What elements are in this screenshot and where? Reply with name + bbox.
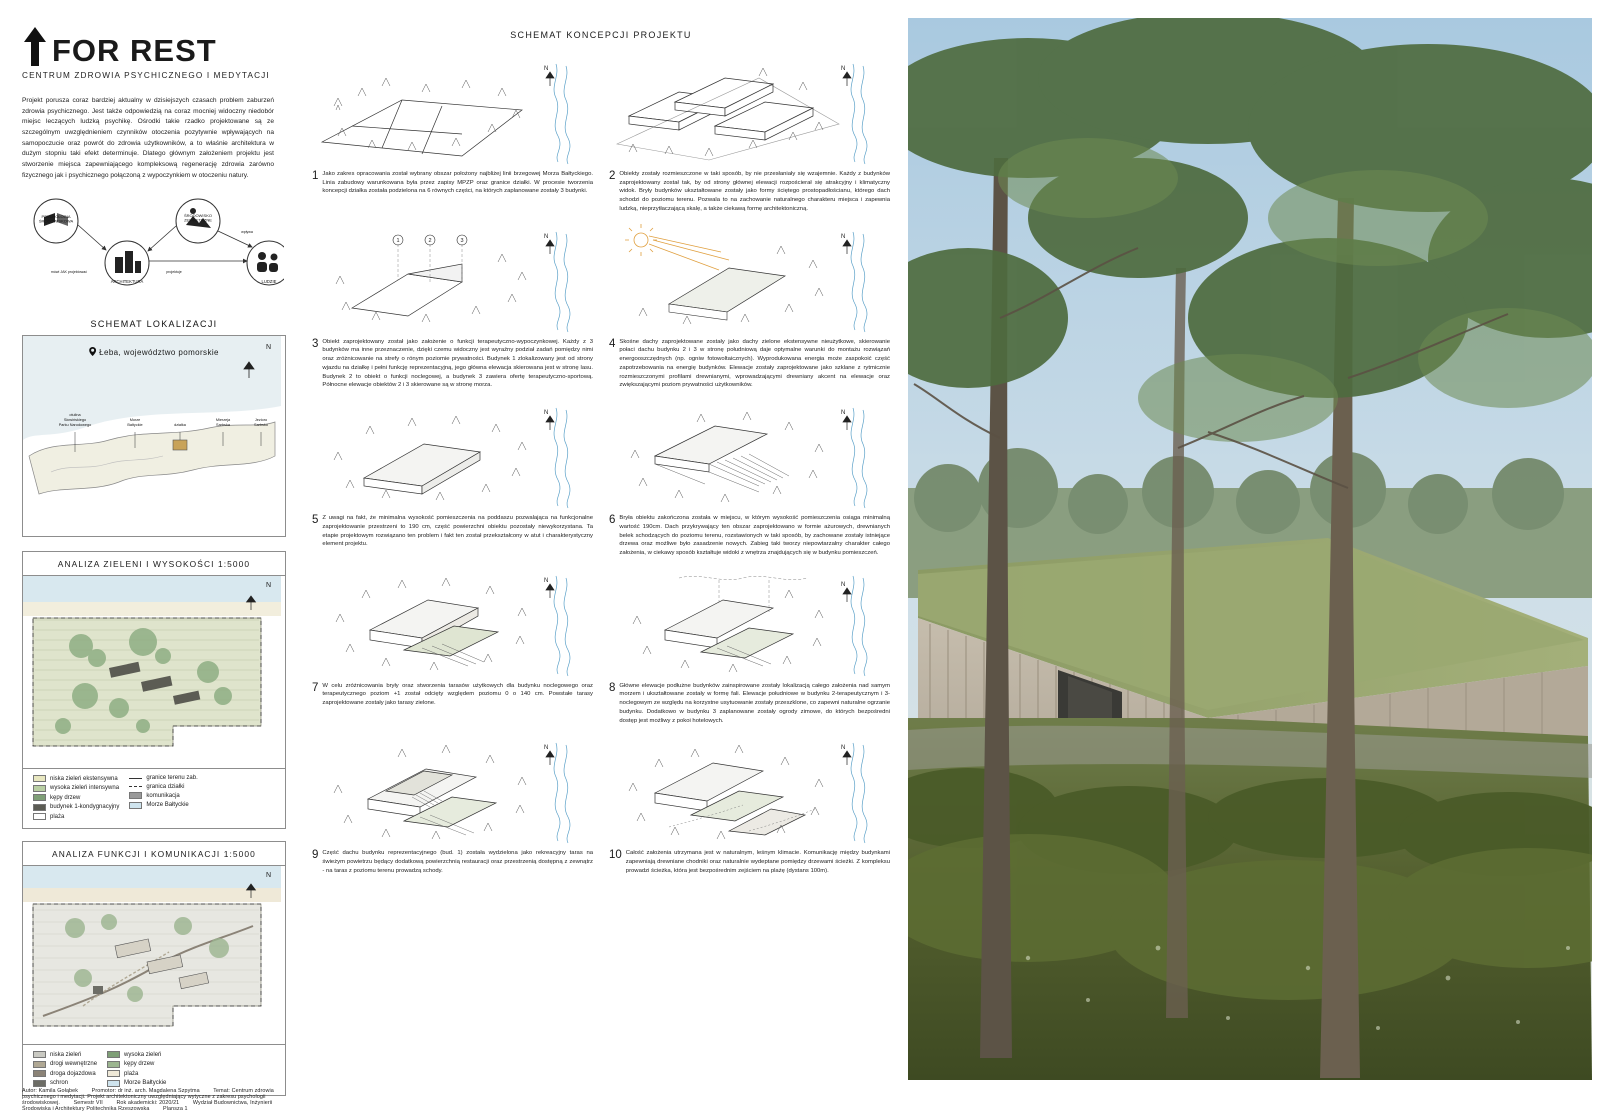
arrow-tree-icon <box>22 26 48 66</box>
functions-title: ANALIZA FUNKCJI I KOMUNIKACJI 1:5000 <box>23 842 285 866</box>
legend-item <box>33 1061 97 1068</box>
legend-item <box>33 1070 97 1077</box>
step-text: Jako zakres opracowania został wybrany obszar położony najbliżej linii brzegowej Morza Bałtyckiego. Linia zabudowy warunkowana była przez zapisy MPZP oraz granice działki. W procesie tworzenia koncepcji działka została podzielona na 6 równych części, na których zaplanowane zostały 3 budynki. <box>322 171 593 195</box>
svg-text:Sarbska: Sarbska <box>216 423 230 428</box>
visualization-render <box>908 18 1592 1080</box>
svg-text:ARCHITEKTURA: ARCHITEKTURA <box>110 279 144 285</box>
svg-text:N: N <box>841 66 846 72</box>
svg-text:2: 2 <box>428 237 432 244</box>
step-number: 5 <box>312 514 319 527</box>
legend-label: budynek 1-kondygnacyjny <box>50 804 120 811</box>
legend-item <box>33 775 119 782</box>
legend-item <box>33 1080 97 1087</box>
step-diagram-7 <box>312 568 593 680</box>
legend-label: drogi wewnętrzne <box>50 1061 98 1068</box>
svg-text:Słowińskiego: Słowińskiego <box>63 418 87 423</box>
legend-item <box>107 1051 166 1058</box>
step-number: 6 <box>609 514 616 527</box>
legend-item <box>129 784 197 790</box>
step-text: Obiekt zaprojektowany został jako założenie o funkcji terapeutyczno-wypoczynkowej. Każdy z 3 budynków ma inne przeznaczenie, dzięki czemu widoczny jest wyraźny podział zadań pomiędzy nimi oraz zróżnicowanie na strefy o rónym poziomie prywatności. Budynek 1 zlokalizowany jest od strony wjazdu na działkę i pełni funkcję reprezentacyjną, jego główna elewacja skierowana jest w stronę lasu. Budynek 2 to obiekt o funkcji noclegowej, a budynek 3 zawiera ofertę terapeutyczno-sportową. Północne elewacje obiektów 2 i 3 skierowane są w stronę morza. <box>322 338 593 389</box>
legend-label: schron <box>50 1080 69 1087</box>
scheme-step <box>312 400 593 558</box>
svg-text:działka: działka <box>174 423 186 428</box>
step-number: 7 <box>312 681 319 694</box>
step-text: Obiekty zostały rozmieszczone w taki sposób, by nie przesłaniały się wzajemnie. Każdy z budynków zaprojektowany został tak, by od strony głównej elewacji rozpościerał się atrakcyjny i klimatyczny widok. Bryły budynków ukształtowane zostały jako formy ściętego prostopadłościanu, którego dach schodzi do poziomu terenu. Pozwala to na zachowanie naturalnego charakteru miejsca i zapewnia ludzką, nieprzytłaczającą skalę, a także ciekawą formę architektoniczną. <box>619 171 890 212</box>
legend-swatch <box>33 1051 46 1058</box>
intro-paragraph: Projekt porusza coraz bardziej aktualny w dzisiejszych czasach problem zaburzeń zdrowia psychicznego. Jest także odpowiedzią na coraz mocniej widoczny niedobór miejsc leczących ludzką psychikę. Ośrodki takie rzadko projektowane są ze szczególnym uwzględnieniem czynników otoczenia pozytywnie wpływających na samopoczucie oraz powrót do zdrowia użytkowników, a to właśnie architektura w dużym stopniu taki efekt determinuje. Dlatego głównym założeniem projektu jest stworzenie miejsca zapewniającego kompleksową regenerację zdrowia zarówno fizycznego jak i psychicznego połączoną z wypoczynkiem w otoczeniu natury. <box>22 97 274 179</box>
step-number: 1 <box>312 170 319 182</box>
functions-legend-left <box>33 1051 97 1087</box>
legend-label: droga dojazdowa <box>50 1070 96 1077</box>
legend-label: Morze Bałtyckie <box>124 1080 167 1087</box>
map-pin-icon <box>89 347 96 356</box>
location-place-text: Łeba, województwo pomorskie <box>99 348 219 358</box>
legend-item <box>107 1080 166 1087</box>
svg-text:Morze: Morze <box>129 418 141 423</box>
step-number: 10 <box>609 849 622 862</box>
legend-swatch <box>107 1061 120 1068</box>
scheme-step <box>609 224 890 390</box>
svg-text:N: N <box>841 745 846 752</box>
legend-label: komunikacja <box>146 792 180 799</box>
scheme-step <box>609 56 890 214</box>
legend-swatch <box>33 785 46 792</box>
svg-text:Mierzeja: Mierzeja <box>215 418 231 423</box>
svg-text:PSYCHOLOGIA: PSYCHOLOGIA <box>41 214 71 220</box>
svg-text:N: N <box>544 745 549 752</box>
svg-text:Jezioro: Jezioro <box>254 418 268 423</box>
legend-swatch <box>129 778 142 779</box>
right-column <box>900 0 1600 1120</box>
legend-swatch <box>33 775 46 782</box>
scheme-steps <box>312 56 890 876</box>
svg-text:mówi JAK projektować: mówi JAK projektować <box>50 270 88 275</box>
footer <box>22 1088 300 1112</box>
svg-text:Sarbsko: Sarbsko <box>254 423 268 428</box>
center-column <box>300 0 900 1120</box>
step-diagram-9 <box>312 735 593 847</box>
brand-title: FOR REST <box>52 33 217 69</box>
svg-text:wpływa: wpływa <box>241 230 253 235</box>
step-number: 3 <box>312 337 319 350</box>
step-number: 4 <box>609 337 616 350</box>
legend-swatch <box>33 1080 46 1087</box>
legend-swatch <box>33 813 46 820</box>
legend-swatch <box>129 786 142 787</box>
location-panel <box>22 335 286 537</box>
greenery-legend-right <box>129 775 197 820</box>
legend-item <box>33 804 119 811</box>
legend-swatch <box>129 802 142 809</box>
svg-text:N: N <box>841 233 846 240</box>
scheme-step <box>312 735 593 875</box>
legend-swatch <box>33 794 46 801</box>
step-diagram-1 <box>312 56 593 168</box>
north-label-functions: N <box>265 872 271 880</box>
location-title: SCHEMAT LOKALIZACJI <box>90 319 218 330</box>
greenery-map <box>23 576 285 768</box>
location-map <box>23 336 285 536</box>
svg-text:N: N <box>544 233 549 240</box>
greenery-legend-left <box>33 775 119 820</box>
svg-text:ŚRODOWISKOWA: ŚRODOWISKOWA <box>38 218 74 224</box>
footer-semester: Semestr VII <box>73 1100 103 1106</box>
svg-text:N: N <box>544 410 549 417</box>
legend-item <box>107 1070 166 1077</box>
step-diagram-5 <box>312 400 593 512</box>
greenery-title: ANALIZA ZIELENI I WYSOKOŚCI 1:5000 <box>23 552 285 576</box>
svg-text:ŚRODOWISKO: ŚRODOWISKO <box>183 213 213 219</box>
legend-label: plaża <box>50 813 65 820</box>
brand-logo <box>22 26 286 69</box>
functions-map <box>23 866 285 1044</box>
legend-swatch <box>107 1070 120 1077</box>
concept-diagram <box>22 195 284 305</box>
legend-label: wysoka zieleń intensywna <box>50 785 120 792</box>
step-text: Bryła obiektu zakończona została w miejscu, w którym wysokość pomieszczenia osiąga minimalną wartość 190cm. Dach przykrywający ten obszar zaprojektowano w formie ażurowych, drewnianych belek schodzących do poziomu terenu, rozstawionych w taki sposób, by zachowane zostały istniejące drzewa oraz możliwe było zasadzenie nowych. Zabieg taki tworzy niepowtarzalny charakter całego założenia, w ciekawy sposób kształtuje widoki z wnętrza znajdujących się w budynku pomieszczeń. <box>619 515 890 557</box>
step-diagram-8 <box>609 568 890 680</box>
footer-promoter: Promotor: dr inż. arch. Magdalena Szpytma <box>91 1088 200 1094</box>
legend-label: granice terenu zab. <box>146 775 198 782</box>
svg-text:N: N <box>544 577 549 584</box>
brand-subtitle: CENTRUM ZDROWIA PSYCHICZNEGO I MEDYTACJI <box>22 71 270 80</box>
legend-swatch <box>33 804 46 811</box>
legend-swatch <box>129 792 142 799</box>
step-text: Skośne dachy zaprojektowane zostały jako dachy zielone ekstensywne nieużytkowe, skierowanie połaci dachu budynku 2 i 3 w stronę południową daje optymalne warunki do montażu rozwiązań energooszczędnych (np. ogniw fotowoltaicznych). Wyprodukowana energia może zaspokoić część zapotrzebowania na energię budynków. Elewacje zostały zaprojektowane jako szklane z rytmicznie rozmieszczonymi profilami drewnianymi, wprowadzającymi drewniany akcent na elewacje oraz zwiększającymi poziom prywatności użytkowników. <box>619 338 890 389</box>
functions-legend-right <box>107 1051 166 1087</box>
location-place <box>89 346 219 357</box>
north-label-greenery: N <box>265 582 271 590</box>
step-number: 9 <box>312 849 319 862</box>
legend-item <box>129 792 197 799</box>
step-diagram-10 <box>609 735 890 847</box>
legend-item <box>33 1051 97 1058</box>
north-label-location: N <box>265 344 271 352</box>
legend-item <box>33 785 119 792</box>
step-diagram-2 <box>609 56 890 168</box>
scheme-step <box>609 400 890 558</box>
left-column <box>0 0 300 1120</box>
legend-label: niska zieleń <box>50 1051 82 1058</box>
footer-year: Rok akademicki: 2020/21 <box>116 1100 180 1106</box>
legend-item <box>129 775 197 781</box>
step-text: Główne elewacje podłużne budynków zainspirowane zostały lokalizacją całego założenia nad samym morzem i ukształtowane zostały w formę fali. Elewacje południowe w budynku 2-terapeutycznym i 3-noclegowym ze względu na korzystne usytuowanie zostały przeszklone, co zapewni naturalne ogrzanie budynku. Dodatkowo w budynku 3 zaplanowane zostały ogrody zimowe, do których bezpośredni dostęp jest możliwy z pokoi hotelowych. <box>619 682 890 724</box>
footer-author: Autor: Kamila Gołąbek <box>22 1088 79 1094</box>
legend-swatch <box>33 1070 46 1077</box>
step-diagram-3 <box>312 224 593 336</box>
step-text: Część dachu budynku reprezentacyjnego (bud. 1) została wydzielona jako rekreacyjny taras na świeżym powietrzu będący dodatkową powierzchnią restauracji oraz przestrzenią dostępną z zewnątrz - na taras z poziomu terenu prowadzą schody. <box>322 850 593 874</box>
scheme-step <box>312 56 593 214</box>
scheme-title: SCHEMAT KONCEPCJI PROJEKTU <box>510 30 692 40</box>
legend-swatch <box>33 1061 46 1068</box>
greenery-legend <box>23 768 285 828</box>
svg-text:LUDZIE: LUDZIE <box>261 279 277 285</box>
legend-item <box>129 802 197 809</box>
step-diagram-4 <box>609 224 890 336</box>
step-text: W celu zróżnicowania bryły oraz stworzenia tarasów użytkowych dla budynku noclegowego oraz terapeutycznego poziom +1 został odcięty względem poziomu 0 o 140 cm. Powstałe tarasy zaprojektowane zostały jako tarasy zielone. <box>322 682 593 707</box>
svg-text:Parku Narodowego: Parku Narodowego <box>58 423 92 428</box>
step-number: 2 <box>609 170 616 182</box>
step-text: Całość założenia utrzymana jest w naturalnym, leśnym klimacie. Komunikację między budynkami zapewniają drewniane chodniki oraz naturalnie wydeptane pomiędzy drzewami ścieżki. Z kompleksu prowadzi ścieżka, która jest bezpośrednim zejściem na plażę (dystans 100m). <box>625 850 890 874</box>
scheme-step <box>609 735 890 875</box>
legend-label: kępy drzew <box>124 1061 155 1068</box>
legend-label: niska zieleń ekstensywna <box>50 775 118 782</box>
step-text: Z uwagi na fakt, że minimalna wysokość pomieszczenia na poddaszu pozwalająca na funkcjonalne zaprojektowanie przestrzeni to 190 cm, część powierzchni obiektu pozostały niewykorzystana. Ta etapie projektowym rozwiązano ten problem i fakt ten został przekształcony w atut i charakterystyczny element projektu. <box>322 515 593 548</box>
svg-text:N: N <box>544 66 549 72</box>
legend-label: wysoka zieleń <box>124 1051 162 1058</box>
scheme-step <box>312 568 593 726</box>
svg-text:N: N <box>841 581 846 588</box>
footer-faculty: Wydział Budownictwa, Inżynierii Środowiska i Architektury Politechnika Rzeszowska <box>22 1100 273 1112</box>
legend-label: Morze Bałtyckie <box>146 802 189 809</box>
functions-panel <box>22 841 286 1096</box>
legend-item <box>33 813 119 820</box>
legend-item <box>107 1061 166 1068</box>
legend-item <box>33 794 119 801</box>
svg-text:N: N <box>841 410 846 417</box>
legend-label: kępy drzew <box>50 794 81 801</box>
greenery-panel <box>22 551 286 829</box>
footer-sheet: Plansza 1 <box>163 1106 188 1112</box>
legend-swatch <box>107 1051 120 1058</box>
legend-label: plaża <box>124 1070 139 1077</box>
svg-text:1: 1 <box>396 237 400 244</box>
step-diagram-6 <box>609 400 890 512</box>
step-number: 8 <box>609 681 616 694</box>
footer-topic: Temat: Centrum zdrowia psychicznego i medytacji. Projekt architektoniczny uwzględniający wytyczne z zakresu psychologii środowiskowej. <box>22 1088 274 1106</box>
svg-text:projektuje: projektuje <box>166 270 182 275</box>
scheme-step <box>609 568 890 726</box>
scheme-step <box>312 224 593 390</box>
svg-text:Bałtyckie: Bałtyckie <box>127 423 143 428</box>
svg-text:3: 3 <box>460 237 464 244</box>
legend-label: granica działki <box>146 783 185 790</box>
svg-text:otulina: otulina <box>69 413 81 418</box>
svg-text:ZEWNĘTRZNE: ZEWNĘTRZNE <box>184 217 212 223</box>
legend-swatch <box>107 1080 120 1087</box>
